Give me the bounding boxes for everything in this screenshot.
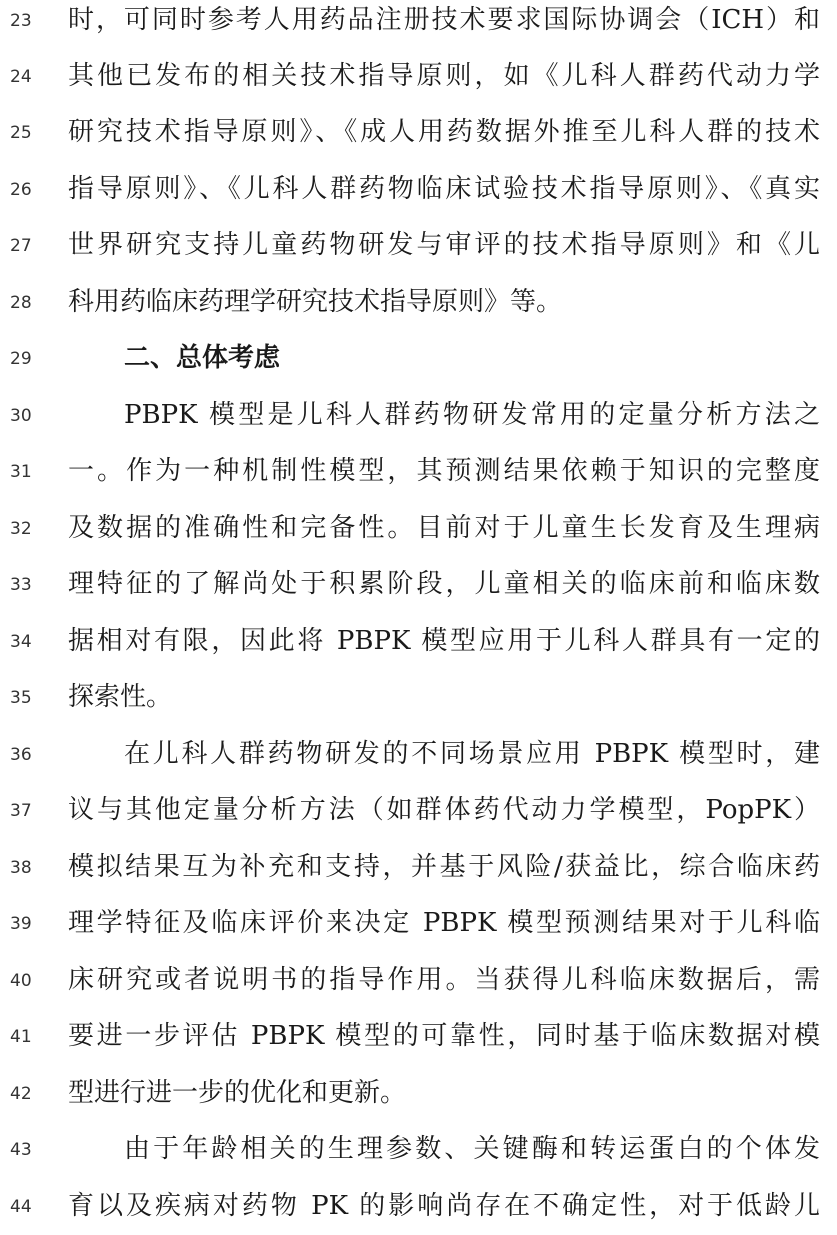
- line-number: 40: [10, 971, 32, 991]
- line-text: 指导原则》、《儿科人群药物临床试验技术指导原则》、《真实: [68, 174, 820, 204]
- text-line: [0, 508, 837, 548]
- line-number: 39: [10, 914, 32, 934]
- line-number: 24: [10, 67, 32, 87]
- line-number: 42: [10, 1084, 32, 1104]
- line-number: 33: [10, 575, 32, 595]
- text-line: [0, 790, 837, 830]
- text-line: [0, 677, 837, 717]
- line-text: 时，可同时参考人用药品注册技术要求国际协调会（ICH）和: [68, 5, 820, 35]
- line-text: 科用药临床药理学研究技术指导原则》等。: [68, 287, 563, 317]
- line-text: 由于年龄相关的生理参数、关键酶和转运蛋白的个体发: [124, 1134, 820, 1164]
- line-number: 23: [10, 11, 32, 31]
- line-text: 在儿科人群药物研发的不同场景应用 PBPK 模型时，建: [124, 739, 820, 769]
- line-number: 36: [10, 745, 32, 765]
- line-text: 理特征的了解尚处于积累阶段，儿童相关的临床前和临床数: [68, 569, 820, 599]
- line-text: 型进行进一步的优化和更新。: [68, 1078, 407, 1108]
- line-number: 31: [10, 462, 32, 482]
- line-number: 37: [10, 801, 32, 821]
- line-text: 研究技术指导原则》、《成人用药数据外推至儿科人群的技术: [68, 117, 820, 147]
- text-line: [0, 1186, 837, 1226]
- line-number: 28: [10, 293, 32, 313]
- line-text: 模拟结果互为补充和支持，并基于风险/获益比，综合临床药: [68, 852, 820, 882]
- text-line: [0, 621, 837, 661]
- line-number: 30: [10, 406, 32, 426]
- text-line: [0, 1016, 837, 1056]
- section-heading-line: [0, 338, 837, 378]
- line-text: 世界研究支持儿童药物研发与审评的技术指导原则》和《儿: [68, 230, 820, 260]
- line-number: 29: [10, 349, 32, 369]
- line-number: 44: [10, 1197, 32, 1217]
- text-line: [0, 903, 837, 943]
- line-text: 及数据的准确性和完备性。目前对于儿童生长发育及生理病: [68, 513, 820, 543]
- line-number: 43: [10, 1140, 32, 1160]
- line-number: 25: [10, 123, 32, 143]
- text-line: [0, 112, 837, 152]
- line-text: 探索性。: [68, 682, 173, 712]
- line-text: 据相对有限，因此将 PBPK 模型应用于儿科人群具有一定的: [68, 626, 820, 656]
- line-number: 38: [10, 858, 32, 878]
- text-line: [0, 1129, 837, 1169]
- line-text: 床研究或者说明书的指导作用。当获得儿科临床数据后，需: [68, 965, 820, 995]
- text-line: [0, 847, 837, 887]
- text-line: [0, 564, 837, 604]
- line-text: 要进一步评估 PBPK 模型的可靠性，同时基于临床数据对模: [68, 1021, 820, 1051]
- text-line: [0, 282, 837, 322]
- line-text: 议与其他定量分析方法（如群体药代动力学模型，PopPK）: [68, 795, 820, 825]
- text-line: [0, 1073, 837, 1113]
- text-line: [0, 56, 837, 96]
- line-number: 34: [10, 632, 32, 652]
- text-line: [0, 169, 837, 209]
- line-text: 其他已发布的相关技术指导原则，如《儿科人群药代动力学: [68, 61, 820, 91]
- line-number: 26: [10, 180, 32, 200]
- line-number: 41: [10, 1027, 32, 1047]
- text-line: [0, 0, 837, 40]
- text-line: [0, 451, 837, 491]
- line-text: 育以及疾病对药物 PK 的影响尚存在不确定性，对于低龄儿: [68, 1191, 820, 1221]
- line-number: 32: [10, 519, 32, 539]
- line-text: 理学特征及临床评价来决定 PBPK 模型预测结果对于儿科临: [68, 908, 820, 938]
- section-heading: 二、总体考虑: [124, 343, 281, 373]
- line-number: 35: [10, 688, 32, 708]
- line-number: 27: [10, 236, 32, 256]
- line-text: 一。作为一种机制性模型，其预测结果依赖于知识的完整度: [68, 456, 820, 486]
- text-line: [0, 395, 837, 435]
- text-line: [0, 960, 837, 1000]
- text-line: [0, 225, 837, 265]
- line-text: PBPK 模型是儿科人群药物研发常用的定量分析方法之: [124, 400, 820, 430]
- text-line: [0, 734, 837, 774]
